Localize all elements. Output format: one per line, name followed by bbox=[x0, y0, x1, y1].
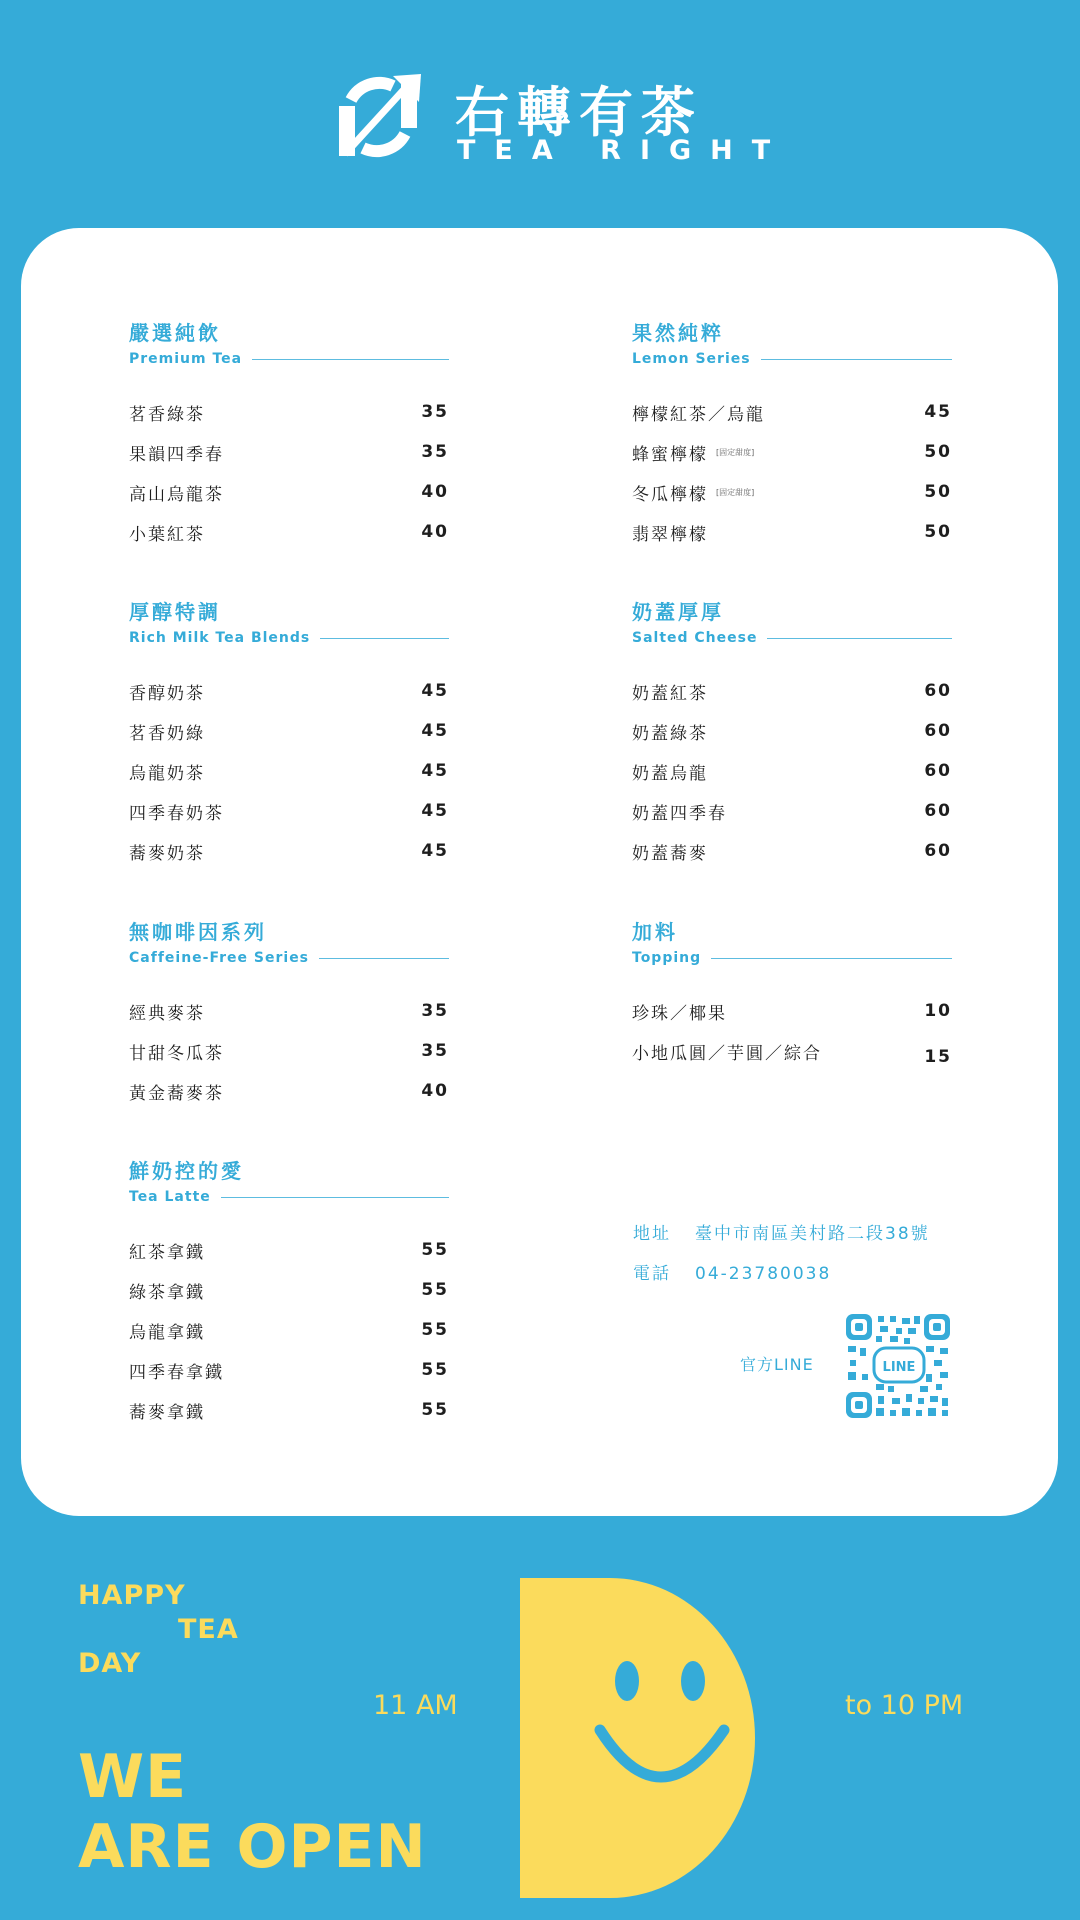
day-text: DAY bbox=[78, 1648, 142, 1679]
price: 55 bbox=[421, 1280, 449, 1300]
price: 45 bbox=[924, 402, 952, 422]
section-title-cn: 無咖啡因系列 bbox=[129, 920, 267, 944]
menu-item: 香醇奶茶 45 bbox=[129, 681, 449, 704]
brand-header bbox=[333, 70, 790, 170]
price: 60 bbox=[924, 801, 952, 821]
price: 55 bbox=[421, 1320, 449, 1340]
item-note: [固定甜度] bbox=[716, 447, 755, 457]
menu-item: 四季春拿鐵 55 bbox=[129, 1360, 449, 1383]
happy-text: HAPPY bbox=[78, 1580, 186, 1611]
line-qr-area bbox=[740, 1314, 950, 1420]
menu-item: 四季春奶茶 45 bbox=[129, 801, 449, 824]
menu-item: 奶蓋蕎麥 60 bbox=[632, 841, 952, 864]
price: 60 bbox=[924, 761, 952, 781]
menu-item: 翡翠檸檬 50 bbox=[632, 522, 952, 545]
menu-item: 綠茶拿鐵 55 bbox=[129, 1280, 449, 1303]
section-title-cn: 厚醇特調 bbox=[129, 600, 221, 624]
price: 45 bbox=[421, 681, 449, 701]
price: 60 bbox=[924, 681, 952, 701]
divider bbox=[320, 638, 449, 639]
menu-item: 經典麥茶 35 bbox=[129, 1001, 449, 1024]
price: 55 bbox=[421, 1400, 449, 1420]
section-milk-tea bbox=[129, 599, 449, 871]
price: 60 bbox=[924, 841, 952, 861]
tea-right-logo-icon bbox=[333, 72, 423, 162]
tea-text: TEA bbox=[178, 1614, 239, 1645]
close-time: to 10 PM bbox=[845, 1690, 964, 1721]
menu-item: 黃金蕎麥茶 40 bbox=[129, 1081, 449, 1104]
price: 50 bbox=[924, 482, 952, 502]
menu-item: 小葉紅茶 40 bbox=[129, 522, 449, 545]
section-title-cn: 加料 bbox=[632, 920, 678, 944]
price: 45 bbox=[421, 841, 449, 861]
svg-text:LINE: LINE bbox=[882, 1360, 916, 1375]
price: 60 bbox=[924, 721, 952, 741]
are-open-text: ARE OPEN bbox=[78, 1812, 427, 1882]
smiley-d-icon bbox=[520, 1578, 810, 1898]
smiley-right-eye bbox=[681, 1661, 705, 1701]
brand-name-cn: 右轉有茶 bbox=[455, 81, 703, 144]
price: 45 bbox=[421, 761, 449, 781]
open-time: 11 AM bbox=[373, 1690, 458, 1721]
section-lemon-series bbox=[632, 320, 952, 552]
section-topping bbox=[632, 919, 952, 1071]
price: 40 bbox=[421, 1081, 449, 1101]
menu-item: 奶蓋紅茶 60 bbox=[632, 681, 952, 704]
price: 55 bbox=[421, 1360, 449, 1380]
menu-item: 紅茶拿鐵 55 bbox=[129, 1240, 449, 1263]
price: 35 bbox=[421, 1041, 449, 1061]
price: 35 bbox=[421, 402, 449, 422]
price: 10 bbox=[924, 1001, 952, 1021]
phone-row bbox=[633, 1254, 953, 1294]
line-qr-code-icon[interactable] bbox=[846, 1314, 950, 1418]
price: 40 bbox=[421, 482, 449, 502]
we-text: WE bbox=[78, 1742, 188, 1812]
section-title-cn: 鮮奶控的愛 bbox=[129, 1159, 244, 1183]
section-title-en: Topping bbox=[632, 949, 952, 967]
price: 35 bbox=[421, 1001, 449, 1021]
divider bbox=[319, 958, 449, 959]
menu-item: 冬瓜檸檬 [固定甜度] 50 bbox=[632, 482, 952, 505]
address-row bbox=[633, 1214, 953, 1254]
section-premium-tea bbox=[129, 320, 449, 552]
price: 45 bbox=[421, 721, 449, 741]
section-title-cn: 奶蓋厚厚 bbox=[632, 600, 724, 624]
brand-name-en: TEA RIGHT bbox=[457, 135, 790, 166]
section-salted-cheese bbox=[632, 599, 952, 871]
menu-item: 奶蓋四季春 60 bbox=[632, 801, 952, 824]
menu-item: 蕎麥拿鐵 55 bbox=[129, 1400, 449, 1423]
price: 45 bbox=[421, 801, 449, 821]
section-title-en: Lemon Series bbox=[632, 350, 952, 368]
divider bbox=[767, 638, 952, 639]
menu-item: 烏龍奶茶 45 bbox=[129, 761, 449, 784]
line-label: 官方LINE bbox=[740, 1355, 814, 1374]
divider bbox=[221, 1197, 449, 1198]
menu-item: 烏龍拿鐵 55 bbox=[129, 1320, 449, 1343]
menu-item: 小地瓜圓／芋圓／綜合 15 bbox=[632, 1043, 952, 1067]
menu-item: 蕎麥奶茶 45 bbox=[129, 841, 449, 864]
phone-label: 電話 bbox=[633, 1264, 671, 1284]
menu-item: 茗香奶綠 45 bbox=[129, 721, 449, 744]
phone-number: 04-23780038 bbox=[695, 1264, 832, 1284]
menu-item: 奶蓋烏龍 60 bbox=[632, 761, 952, 784]
divider bbox=[761, 359, 952, 360]
divider bbox=[711, 958, 952, 959]
address-label: 地址 bbox=[633, 1224, 671, 1244]
section-caffeine-free bbox=[129, 919, 449, 1111]
section-title-cn: 果然純粹 bbox=[632, 321, 724, 345]
menu-item: 茗香綠茶 35 bbox=[129, 402, 449, 425]
menu-item: 果韻四季春 35 bbox=[129, 442, 449, 465]
menu-item: 奶蓋綠茶 60 bbox=[632, 721, 952, 744]
price: 35 bbox=[421, 442, 449, 462]
price: 55 bbox=[421, 1240, 449, 1260]
address-text: 臺中市南區美村路二段38號 bbox=[695, 1224, 930, 1244]
price: 40 bbox=[421, 522, 449, 542]
price: 50 bbox=[924, 442, 952, 462]
smiley-left-eye bbox=[615, 1661, 639, 1701]
menu-item: 甘甜冬瓜茶 35 bbox=[129, 1041, 449, 1064]
section-title-en: Tea Latte bbox=[129, 1188, 449, 1206]
menu-item: 高山烏龍茶 40 bbox=[129, 482, 449, 505]
section-tea-latte bbox=[129, 1158, 449, 1430]
menu-item: 珍珠／椰果 10 bbox=[632, 1001, 952, 1024]
price: 15 bbox=[924, 1047, 952, 1067]
divider bbox=[252, 359, 449, 360]
menu-item: 檸檬紅茶／烏龍 45 bbox=[632, 402, 952, 425]
section-title-en: Premium Tea bbox=[129, 350, 449, 368]
price: 50 bbox=[924, 522, 952, 542]
contact-info bbox=[633, 1214, 953, 1294]
section-title-cn: 嚴選純飲 bbox=[129, 321, 221, 345]
menu-item: 蜂蜜檸檬 [固定甜度] 50 bbox=[632, 442, 952, 465]
section-title-en: Salted Cheese bbox=[632, 629, 952, 647]
section-title-en: Caffeine-Free Series bbox=[129, 949, 449, 967]
item-note: [固定甜度] bbox=[716, 487, 755, 497]
section-title-en: Rich Milk Tea Blends bbox=[129, 629, 449, 647]
